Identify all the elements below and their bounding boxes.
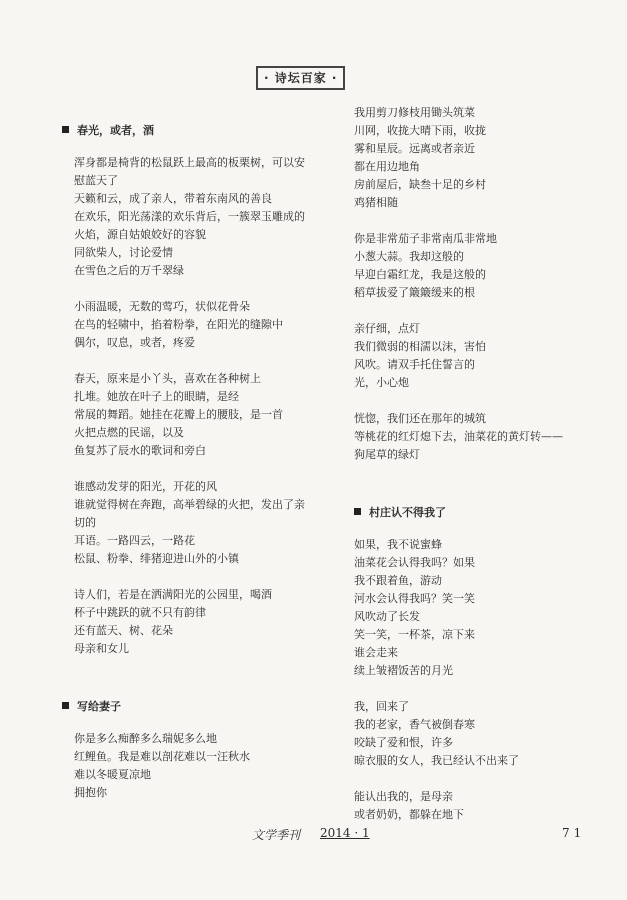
poem-line: 恍惚，我们还在那年的城筑 — [354, 412, 486, 425]
stanza-gap — [354, 680, 589, 698]
poem-line: 谁会走来 — [354, 646, 398, 659]
poem-line: 你是非常茄子非常南瓜非常地 — [354, 232, 497, 245]
poem-line: 谁就觉得树在奔跑，高举碧绿的火把，发出了亲切的 — [74, 498, 305, 529]
poem-line: 稻草拔爱了簸簸缓来的根 — [354, 286, 475, 299]
poem-title — [62, 698, 312, 716]
poem-line: 杯子中跳跃的就不只有韵律 — [74, 606, 206, 619]
poem-line: 在雪色之后的万千翠绿 — [74, 264, 184, 277]
poem-line: 谁感动发芽的阳光，开花的风 — [74, 480, 217, 493]
poem-line: 鱼复苏了辰水的歌词和旁白 — [74, 444, 206, 457]
poem-line: 在鸟的轻啸中，掐着粉拳，在阳光的缝隙中 — [74, 318, 283, 331]
stanza — [62, 370, 312, 460]
poem-line: 我们微弱的相濡以沫，害怕 — [354, 340, 486, 353]
poem-line: 鸡猪相随 — [354, 196, 398, 209]
poem-line: 我用剪刀修枝用锄头筑菜 — [354, 106, 475, 119]
poem-line: 我的老家，香气被倒春寒 — [354, 718, 475, 731]
poem-line: 拥抱你 — [74, 786, 107, 799]
poem-line: 我不跟着鱼，游动 — [354, 574, 442, 587]
poem-line: 浑身都是椅背的松鼠跃上最高的板栗树，可以安慰蓝天了 — [74, 156, 305, 187]
poem-line: 风吹。请双手托住誓言的 — [354, 358, 475, 371]
section-header: · 诗坛百家 · — [256, 66, 345, 90]
poem-line: 天籁和云，成了亲人，带着东南风的善良 — [74, 192, 272, 205]
poem-line: 小雨温暖，无数的莺巧，状似花骨朵 — [74, 300, 250, 313]
poem-line: 常展的舞蹈。她挂在花瓣上的腰肢，是一首 — [74, 408, 283, 421]
poem-line: 耳语。一路四云，一路花 — [74, 534, 195, 547]
stanza — [62, 586, 312, 658]
left-column — [62, 122, 312, 802]
poem2-body — [62, 730, 312, 802]
poem2-continued-body — [354, 104, 589, 464]
stanza — [354, 104, 589, 212]
poem-title — [354, 504, 589, 522]
poem-line: 早迎白霜红龙，我是这般的 — [354, 268, 486, 281]
stanza — [354, 698, 589, 770]
poem3-title: 村庄认不得我了 — [369, 506, 446, 519]
poem-line: 母亲和女儿 — [74, 642, 129, 655]
poem1-body — [62, 154, 312, 658]
page-footer — [0, 826, 627, 846]
stanza — [62, 298, 312, 352]
poem-line: 河水会认得我吗？笑一笑 — [354, 592, 475, 605]
poem-line: 晾衣服的女人，我已经认不出来了 — [354, 754, 519, 767]
poem-line: 小葱大蒜。我却这般的 — [354, 250, 464, 263]
poem-line: 都在用边地角 — [354, 160, 420, 173]
poem-line: 光，小心炮 — [354, 376, 409, 389]
poem1-title: 春光，或者，酒 — [77, 124, 154, 137]
stanza — [62, 478, 312, 568]
poem-line: 还有蓝天、树、花朵 — [74, 624, 173, 637]
stanza-gap — [354, 770, 589, 788]
poem-line: 扎堆。她放在叶子上的眼睛，是经 — [74, 390, 239, 403]
magazine-name: 文学季刊 — [252, 828, 301, 842]
stanza — [354, 320, 589, 392]
poem-line: 在欢乐，阳光荡漾的欢乐背后，一簇翠玉雕成的 — [74, 210, 305, 223]
poem-line: 难以冬暖夏凉地 — [74, 768, 151, 781]
poem-line: 火焰，源自姑娘姣好的容貌 — [74, 228, 206, 241]
poem-line: 松鼠、粉拳、绯猪迎进山外的小镇 — [74, 552, 239, 565]
right-column — [354, 104, 589, 824]
stanza — [62, 154, 312, 280]
square-bullet-icon — [62, 126, 69, 133]
issue-number: 2014 · 1 — [320, 826, 370, 840]
stanza — [354, 230, 589, 302]
poem-line: 你是多么痴醉多么瑞妮多么地 — [74, 732, 217, 745]
stanza-gap — [354, 302, 589, 320]
poem-line: 笑一笑，一杯茶，凉下来 — [354, 628, 475, 641]
poem-line: 能认出我的，是母亲 — [354, 790, 453, 803]
poem3-body — [354, 536, 589, 824]
poem-line: 房前屋后，缺叁十足的乡村 — [354, 178, 486, 191]
stanza — [354, 536, 589, 680]
poem-line: 雾和星辰。远离或者亲近 — [354, 142, 475, 155]
stanza — [354, 410, 589, 464]
poem-line: 油菜花会认得我吗？如果 — [354, 556, 475, 569]
poem-line: 亲仔细，点灯 — [354, 322, 420, 335]
poem-line: 或者奶奶，都躲在地下 — [354, 808, 464, 821]
poem-line: 偶尔，叹息，或者，疼爱 — [74, 336, 195, 349]
page-number: 71 — [562, 826, 586, 840]
poem2-title: 写给妻子 — [77, 700, 121, 713]
stanza-gap — [354, 392, 589, 410]
poem-line: 川网，收拢大晴下雨，收拢 — [354, 124, 486, 137]
poem-line: 续上皱褶饭苦的月光 — [354, 664, 453, 677]
poem-line: 春天，原来是小丫头，喜欢在各种树上 — [74, 372, 261, 385]
poem-line: 如果，我不说蜜蜂 — [354, 538, 442, 551]
poem-line: 红鲤鱼。我是难以剖花难以一汪秋水 — [74, 750, 250, 763]
stanza-gap — [62, 280, 312, 298]
stanza-gap — [354, 212, 589, 230]
poem-line: 风吹动了长发 — [354, 610, 420, 623]
stanza — [354, 788, 589, 824]
poem-title — [62, 122, 312, 140]
square-bullet-icon — [62, 702, 69, 709]
poem-line: 诗人们，若是在洒满阳光的公园里，喝酒 — [74, 588, 272, 601]
poem-line: 我，回来了 — [354, 700, 409, 713]
square-bullet-icon — [354, 508, 361, 515]
stanza — [62, 730, 312, 802]
poem-line: 咬缺了爱和恨，许多 — [354, 736, 453, 749]
poem-line: 同欲柴人，讨论爱情 — [74, 246, 173, 259]
stanza-gap — [62, 352, 312, 370]
poem-line: 火把点燃的民谣，以及 — [74, 426, 184, 439]
stanza-gap — [62, 460, 312, 478]
poem-line: 狗尾草的绿灯 — [354, 448, 420, 461]
poem-line: 等桃花的红灯熄下去，油菜花的黄灯转—— — [354, 430, 563, 443]
stanza-gap — [62, 568, 312, 586]
